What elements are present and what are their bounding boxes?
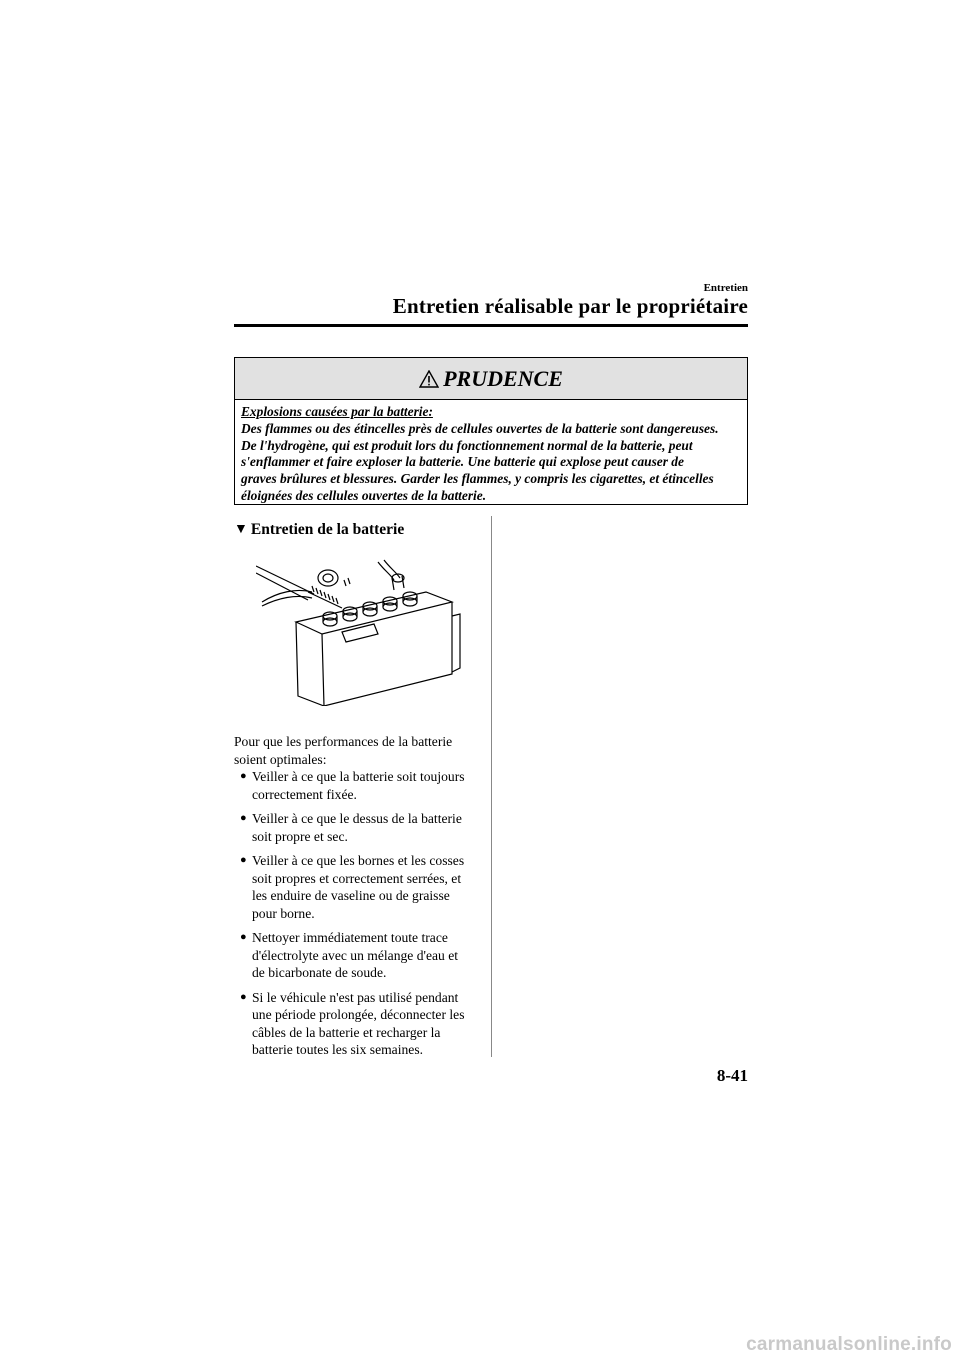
list-item-line: Si le véhicule n'est pas utilisé pendant <box>252 989 459 1005</box>
bullet-dot-icon: ● <box>240 812 247 824</box>
caution-line: éloignées des cellules ouvertes de la batterie. <box>241 487 487 503</box>
list-item-line: Veiller à ce que le dessus de la batterie <box>252 811 462 826</box>
list-item-line: correctement fixée. <box>252 786 357 802</box>
list-item-line: soit propres et correctement serrées, et <box>252 870 462 886</box>
intro-line: soient optimales: <box>234 751 327 767</box>
caution-header <box>235 358 747 400</box>
list-item <box>234 929 494 982</box>
down-triangle-icon: ▼ <box>234 522 248 537</box>
caution-box <box>234 357 748 505</box>
bullet-dot-icon: ● <box>240 854 247 866</box>
list-item-line: une période prolongée, déconnecter les <box>252 1007 465 1022</box>
list-item-line: Veiller à ce que les bornes et les cosses <box>252 853 465 868</box>
section-label: Entretien <box>703 282 748 294</box>
list-item-line: Nettoyer immédiatement toute trace <box>252 930 448 945</box>
caution-line: Des flammes ou des étincelles près de cellules ouvertes de la batterie sont dangereuses. <box>241 420 719 436</box>
bullet-dot-icon: ● <box>240 990 247 1003</box>
caution-subtitle: Explosions causées par la batterie: <box>241 404 433 419</box>
list-item-line: Veiller à ce que la batterie soit toujours <box>252 769 465 784</box>
list-item <box>234 810 494 845</box>
caution-line: De l'hydrogène, qui est produit lors du fonctionnement normal de la batterie, peut <box>241 437 693 453</box>
bullet-dot-icon: ● <box>240 931 247 943</box>
list-item-line: batterie toutes les six semaines. <box>252 1042 424 1057</box>
list-item-line: câbles de la batterie et recharger la <box>252 1024 441 1040</box>
battery-maintenance-heading-text: Entretien de la batterie <box>250 521 405 538</box>
list-item-line: les enduire de vaseline ou de graisse <box>252 888 450 903</box>
caution-line: graves brûlures et blessures. Garder les flammes, y compris les cigarettes, et étincelles <box>241 471 714 487</box>
warning-triangle-icon <box>419 370 439 388</box>
list-item <box>234 768 494 803</box>
header-rule <box>234 324 748 327</box>
battery-maintenance-heading <box>234 521 404 539</box>
list-item-line: pour borne. <box>252 905 315 921</box>
list-item-line: de bicarbonate de soude. <box>252 965 387 980</box>
watermark: carmanualsonline.info <box>746 1334 952 1355</box>
caution-line: s'enflammer et faire exploser la batterie. Une batterie qui explose peut causer de <box>241 454 684 470</box>
caution-title: PRUDENCE <box>443 365 563 391</box>
battery-cleaning-illustration <box>256 556 466 706</box>
list-item-line: soit propre et sec. <box>252 828 348 844</box>
battery-tips-list <box>234 768 494 1066</box>
page-section-title: Entretien réalisable par le propriétaire <box>392 294 748 318</box>
list-item-line: d'électrolyte avec un mélange d'eau et <box>252 947 459 963</box>
list-item <box>234 989 494 1059</box>
page-number: 8-41 <box>716 1066 748 1085</box>
list-item <box>234 852 494 922</box>
caution-body <box>235 400 747 505</box>
bullet-dot-icon: ● <box>240 770 247 782</box>
battery-intro <box>234 733 484 768</box>
intro-line: Pour que les performances de la batterie <box>234 734 453 749</box>
